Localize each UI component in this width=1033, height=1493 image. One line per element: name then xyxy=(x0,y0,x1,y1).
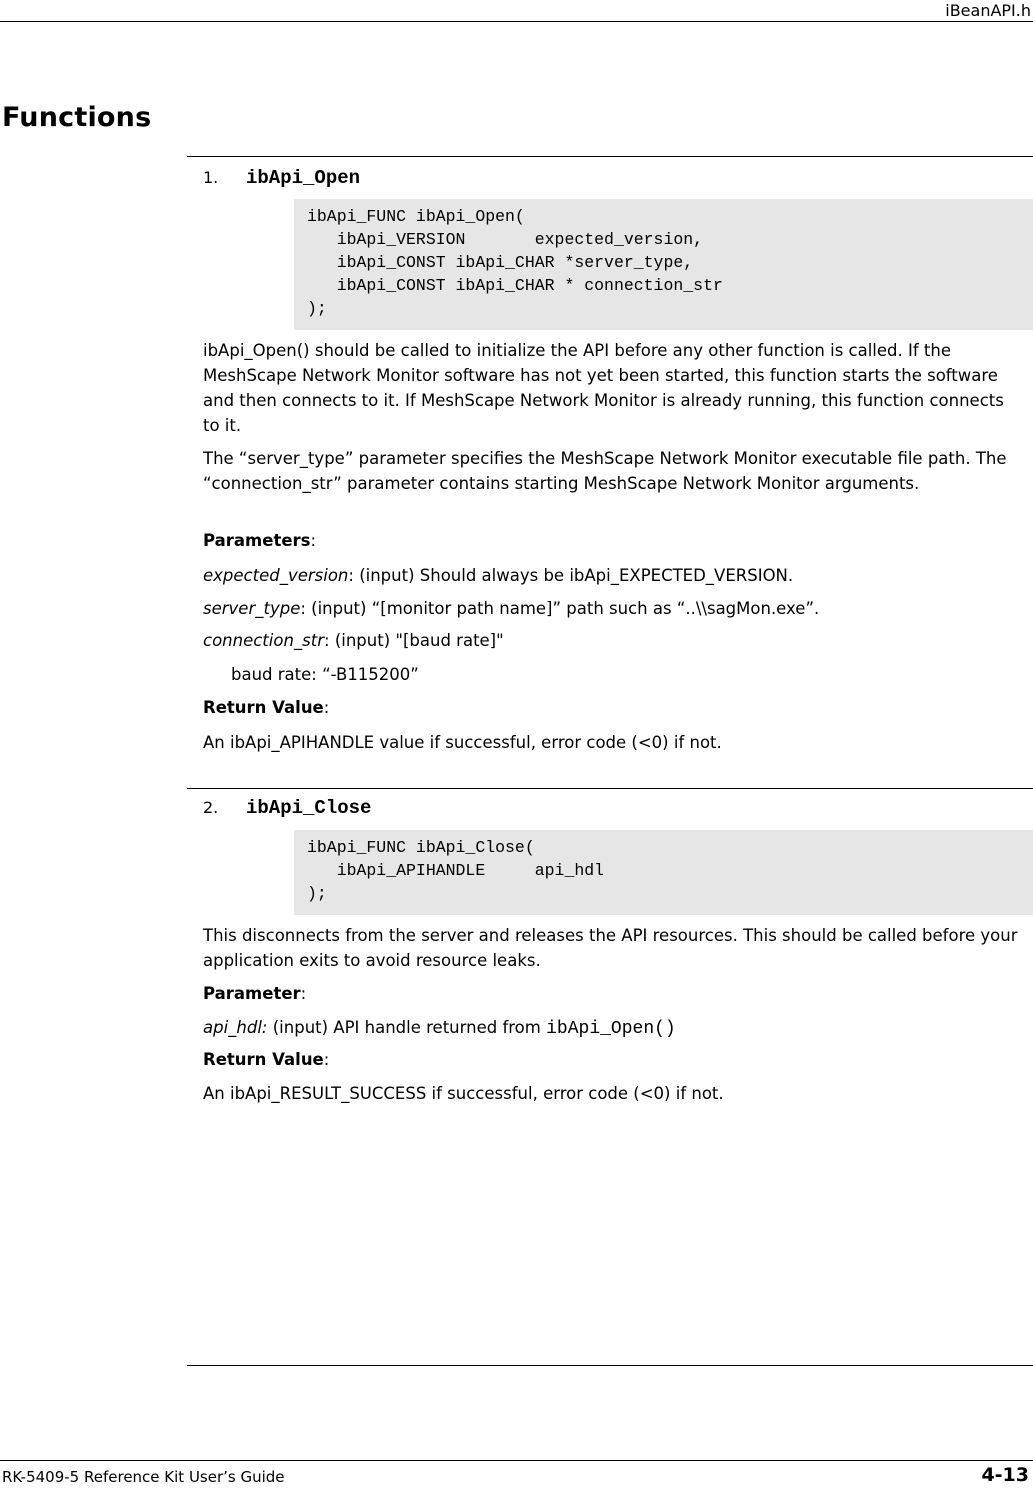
section-heading: Functions xyxy=(2,102,152,133)
param-api-hdl xyxy=(203,1015,1023,1042)
param-name: server_type xyxy=(203,599,301,618)
param-code: ibApi_Open() xyxy=(546,1019,676,1039)
code-block: ibApi_FUNC ibApi_Close( ibApi_APIHANDLE api_hdl ); xyxy=(294,830,1033,915)
return-value-label: Return Value: xyxy=(203,698,330,717)
rule-top-fn2 xyxy=(187,788,1033,789)
parameter-label: Parameter: xyxy=(203,984,307,1003)
param-text: : (input) Should always be ibApi_EXPECTED_VERSION. xyxy=(348,566,794,585)
description-paragraph-2: The “server_type” parameter specifies the MeshScape Network Monitor executable file path. The “connection_str” parameter contains starting MeshScape Network Monitor arguments. xyxy=(203,449,1007,493)
param-server-type xyxy=(203,596,1023,621)
return-value-text: An ibApi_APIHANDLE value if successful, error code (<0) if not. xyxy=(203,733,722,752)
function-heading xyxy=(203,797,371,819)
footer-rule xyxy=(0,1460,1033,1461)
description-paragraph: ibApi_Open() should be called to initialize the API before any other function is called. If the MeshScape Network Monitor software has not yet been started, this function starts the software and then connects to it. If MeshScape Network Monitor is already running, this function connects to it. xyxy=(203,341,1004,435)
return-value-label: Return Value: xyxy=(203,1050,330,1069)
page-header-title: iBeanAPI.h xyxy=(945,1,1031,20)
footer-page-number: 4-13 xyxy=(981,1464,1029,1486)
header-rule xyxy=(0,21,1033,22)
param-name: connection_str xyxy=(203,631,325,650)
function-name: ibApi_Open xyxy=(246,167,361,189)
rule-bottom xyxy=(187,1365,1033,1366)
function-name: ibApi_Close xyxy=(246,797,372,819)
param-text: (input) API handle returned from xyxy=(267,1018,547,1037)
baud-rate-note: baud rate: “-B115200” xyxy=(231,665,419,684)
return-value-text: An ibApi_RESULT_SUCCESS if successful, error code (<0) if not. xyxy=(203,1084,724,1103)
description-paragraph: This disconnects from the server and releases the API resources. This should be called before your application exits to avoid resource leaks. xyxy=(203,926,1018,970)
rule-top-fn1 xyxy=(187,156,1033,157)
param-expected-version xyxy=(203,563,1023,588)
param-connection-str xyxy=(203,628,1023,653)
parameters-label: Parameters: xyxy=(203,531,317,550)
param-name: api_hdl: xyxy=(203,1018,268,1037)
footer-document-title: RK-5409-5 Reference Kit User’s Guide xyxy=(2,1468,285,1486)
param-text: : (input) “[monitor path name]” path such as “..\\sagMon.exe”. xyxy=(300,599,820,618)
code-block: ibApi_FUNC ibApi_Open( ibApi_VERSION expected_version, ibApi_CONST ibApi_CHAR *server_type, ibApi_CONST ibApi_CHAR * connection_str ); xyxy=(294,199,1033,330)
function-number: 1. xyxy=(203,168,219,187)
param-name: expected_version xyxy=(203,566,349,585)
function-number: 2. xyxy=(203,798,219,817)
param-text: : (input) "[baud rate]" xyxy=(324,631,504,650)
function-heading xyxy=(203,167,360,189)
